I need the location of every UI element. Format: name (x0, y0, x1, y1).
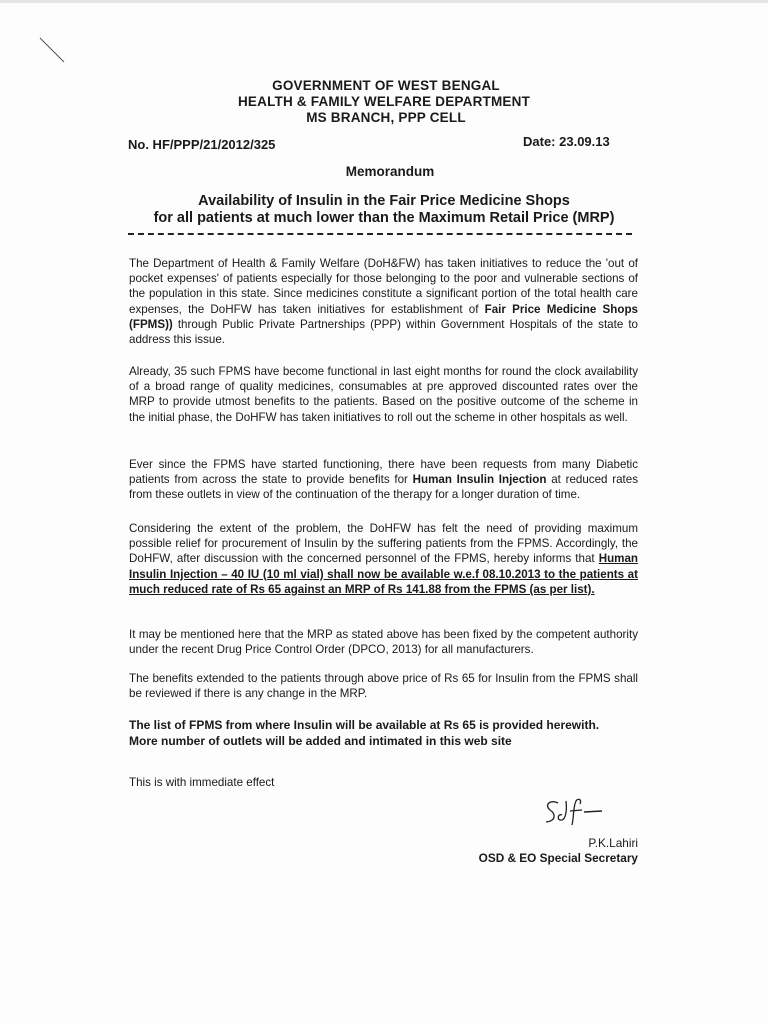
signatory-block (420, 836, 638, 866)
signatory-designation: OSD & EO Special Secretary (478, 851, 638, 865)
letterhead (0, 78, 768, 126)
fpms-list-line-2: More number of outlets will be added and intimated in this web site (129, 734, 512, 748)
paragraph-fpms-intro: The Department of Health & Family Welfare (DoH&FW) has taken initiatives to reduce the 'out of pocket expenses' of patients especially for those belonging to the poor and vulnerable sections of the population in this state. Since medicines constitute a significant portion of the total health care expenses, the DoHFW has taken initiatives for establishment of Fair Price Medicine Shops (FPMS)) through Public Private Partnerships (PPP) within Government Hospitals of the state to address this issue. (129, 257, 638, 347)
scan-edge (0, 0, 768, 3)
paragraph-fpms-list (129, 717, 638, 749)
paragraph-insulin-requests: Ever since the FPMS have started functioning, there have been requests from many Diabetic patients from across the state to provide benefits for Human Insulin Injection at reduced rates from these outlets in view of the continuation of the therapy for a longer duration of time. (129, 458, 639, 502)
signatory-name: P.K.Lahiri (588, 836, 638, 850)
paragraph-immediate-effect: This is with immediate effect (129, 776, 275, 789)
memo-subject (0, 193, 768, 227)
memo-title: Memorandum (345, 164, 435, 179)
dashed-divider (128, 233, 632, 235)
paragraph-review: The benefits extended to the patients through above price of Rs 65 for Insulin from the FPMS shall be reviewed if there is any change in the MRP. (129, 672, 638, 701)
fpms-list-line-1: The list of FPMS from where Insulin will be available at Rs 65 is provided herewith. (129, 718, 600, 732)
memo-date: Date: 23.09.13 (523, 134, 610, 149)
pen-mark-icon (38, 36, 68, 66)
paragraph-insulin-price: Considering the extent of the problem, the DoHFW has felt the need of providing maximum possible relief for procurement of Insulin by the suffering patients from the FPMS. Accordingly, the DoHFW, after discussion with the concerned personnel of the FPMS, hereby informs that Human Insulin Injection – 40 IU (10 ml vial) shall now be available w.e.f 08.10.2013 to the patients at much reduced rate of Rs 65 against an MRP of Rs 141.88 from the FPMS (as per list). (129, 522, 638, 596)
insulin-bold-term: Human Insulin Injection (412, 473, 547, 487)
letterhead-branch: MS BRANCH, PPP CELL (306, 110, 466, 125)
insulin-price-notice: Human Insulin Injection – 40 IU (10 ml vial) shall now be available w.e.f 08.10.2013 to the patients at much reduced rate of Rs 65 against an MRP of Rs 141.88 from the FPMS (as per list). (129, 552, 638, 596)
subject-line-1: Availability of Insulin in the Fair Price Medicine Shops (198, 193, 570, 209)
signature-mark (540, 795, 610, 835)
fpms-bold-term: Fair Price Medicine Shops (FPMS)) (129, 302, 638, 331)
paragraph-fpms-functional: Already, 35 such FPMS have become functional in last eight months for round the clock availability of a broad range of quality medicines, consumables at pre approved discounted rates over the MRP to provide utmost benefits to the patients. Based on the positive outcome of the scheme in the initial phase, the DoHFW has taken initiatives to roll out the scheme in other hospitals as well. (129, 365, 638, 424)
letterhead-department: HEALTH & FAMILY WELFARE DEPARTMENT (237, 94, 531, 109)
paragraph-mrp-dpco: It may be mentioned here that the MRP as stated above has been fixed by the competent authority under the recent Drug Price Control Order (DPCO, 2013) for all manufacturers. (129, 628, 638, 657)
subject-line-2: for all patients at much lower than the Maximum Retail Price (MRP) (153, 210, 615, 226)
letterhead-government: GOVERNMENT OF WEST BENGAL (272, 78, 500, 93)
reference-number: No. HF/PPP/21/2012/325 (128, 137, 276, 152)
